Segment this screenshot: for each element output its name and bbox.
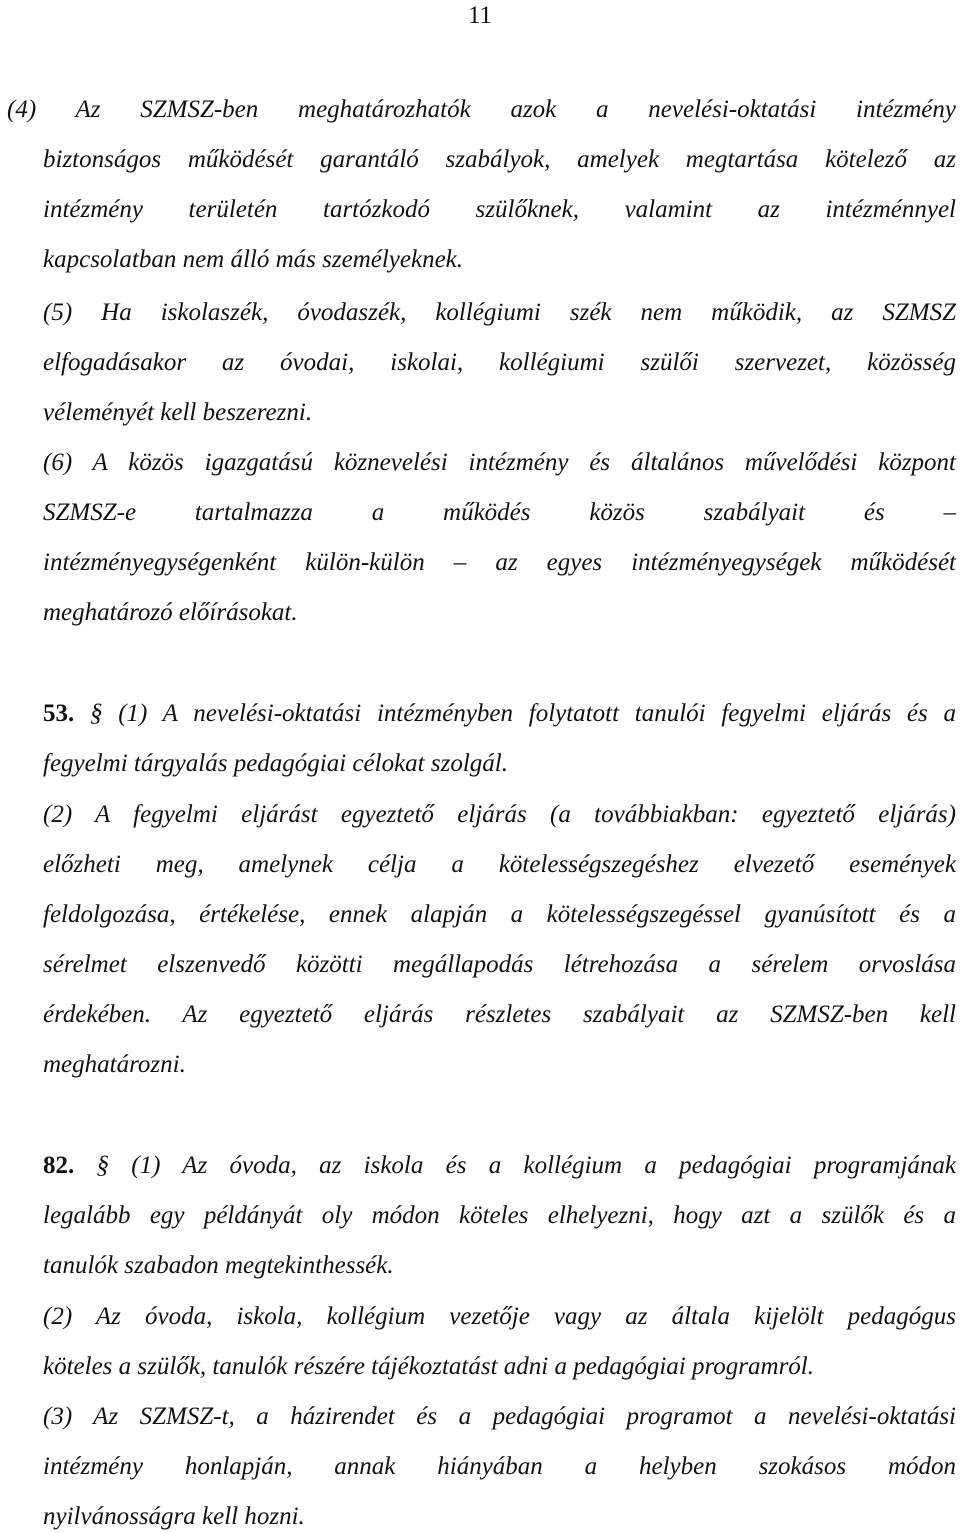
text-line — [43, 850, 956, 880]
text-run: kapcsolatban nem álló más személyeknek. — [43, 246, 464, 273]
text-run: nyilvánosságra kell hozni. — [43, 1503, 305, 1530]
text-line — [43, 1000, 956, 1030]
text-line — [43, 1201, 956, 1231]
text-line — [43, 699, 956, 729]
text-run: (5) Ha iskolaszék, óvodaszék, kollégiumi szék nem működik, az SZMSZ — [43, 299, 956, 326]
text-line — [43, 1352, 956, 1382]
text-line — [43, 1050, 956, 1080]
text-run: intézményegységenként külön-külön – az egyes intézményegységek működését — [43, 549, 956, 576]
text-run: SZMSZ-e tartalmazza a működés közös szabályait és – — [43, 499, 956, 526]
text-run: intézmény honlapján, annak hiányában a helyben szokásos módon — [43, 1453, 956, 1480]
text-line — [43, 348, 956, 378]
text-run: (6) A közös igazgatású köznevelési intézmény és általános művelődési központ — [43, 449, 956, 476]
text-run: (3) Az SZMSZ-t, a házirendet és a pedagógiai programot a nevelési-oktatási — [43, 1403, 956, 1430]
text-line — [43, 749, 956, 779]
text-line — [43, 1151, 956, 1181]
text-line — [43, 548, 956, 578]
text-line — [43, 398, 956, 428]
text-run: meghatározni. — [43, 1051, 186, 1078]
text-line — [43, 145, 956, 175]
text-line — [43, 1402, 956, 1432]
text-run: sérelmet elszenvedő közötti megállapodás létrehozása a sérelem orvoslása — [43, 951, 956, 978]
text-run: meghatározó előírásokat. — [43, 599, 298, 626]
text-run: biztonságos működését garantáló szabályok, amelyek megtartása kötelező az — [43, 146, 956, 173]
text-run: feldolgozása, értékelése, ennek alapján a kötelességszegéssel gyanúsított és a — [43, 901, 956, 928]
text-run: § (1) Az óvoda, az iskola és a kollégium a pedagógiai programjának — [74, 1152, 956, 1179]
text-line — [43, 598, 956, 628]
text-run: fegyelmi tárgyalás pedagógiai célokat szolgál. — [43, 750, 508, 777]
text-run: előzheti meg, amelynek célja a kötelességszegéshez elvezető események — [43, 851, 956, 878]
text-run: intézmény területén tartózkodó szülőknek, valamint az intézménnyel — [43, 196, 956, 223]
text-run: érdekében. Az egyeztető eljárás részletes szabályait az SZMSZ-ben kell — [43, 1001, 956, 1028]
text-run: (2) A fegyelmi eljárást egyeztető eljárás (a továbbiakban: egyeztető eljárás) — [43, 801, 956, 828]
text-run: (4) Az SZMSZ-ben meghatározhatók azok a nevelési-oktatási intézmény — [7, 96, 956, 123]
text-run: véleményét kell beszerezni. — [43, 399, 313, 426]
section-number: 82. — [43, 1152, 75, 1179]
text-run: legalább egy példányát oly módon köteles elhelyezni, hogy azt a szülők és a — [43, 1202, 956, 1229]
text-line — [7, 95, 956, 125]
text-run: köteles a szülők, tanulók részére tájékoztatást adni a pedagógiai programról. — [43, 1353, 814, 1380]
text-line — [43, 800, 956, 830]
text-run: (2) Az óvoda, iskola, kollégium vezetője vagy az általa kijelölt pedagógus — [43, 1303, 956, 1330]
text-line — [43, 900, 956, 930]
text-line — [43, 498, 956, 528]
text-run: elfogadásakor az óvodai, iskolai, kollégiumi szülői szervezet, közösség — [43, 349, 956, 376]
text-line — [43, 298, 956, 328]
page-number: 11 — [467, 2, 493, 29]
text-line — [43, 1452, 956, 1482]
text-line — [43, 1251, 956, 1281]
text-line — [43, 1302, 956, 1332]
text-run: § (1) A nevelési-oktatási intézményben folytatott tanulói fegyelmi eljárás és a — [74, 700, 956, 727]
text-line — [43, 245, 956, 275]
section-number: 53. — [43, 700, 75, 727]
text-line — [43, 950, 956, 980]
text-line — [43, 448, 956, 478]
text-line — [43, 195, 956, 225]
text-line — [43, 1502, 956, 1532]
text-run: tanulók szabadon megtekinthessék. — [43, 1252, 394, 1279]
